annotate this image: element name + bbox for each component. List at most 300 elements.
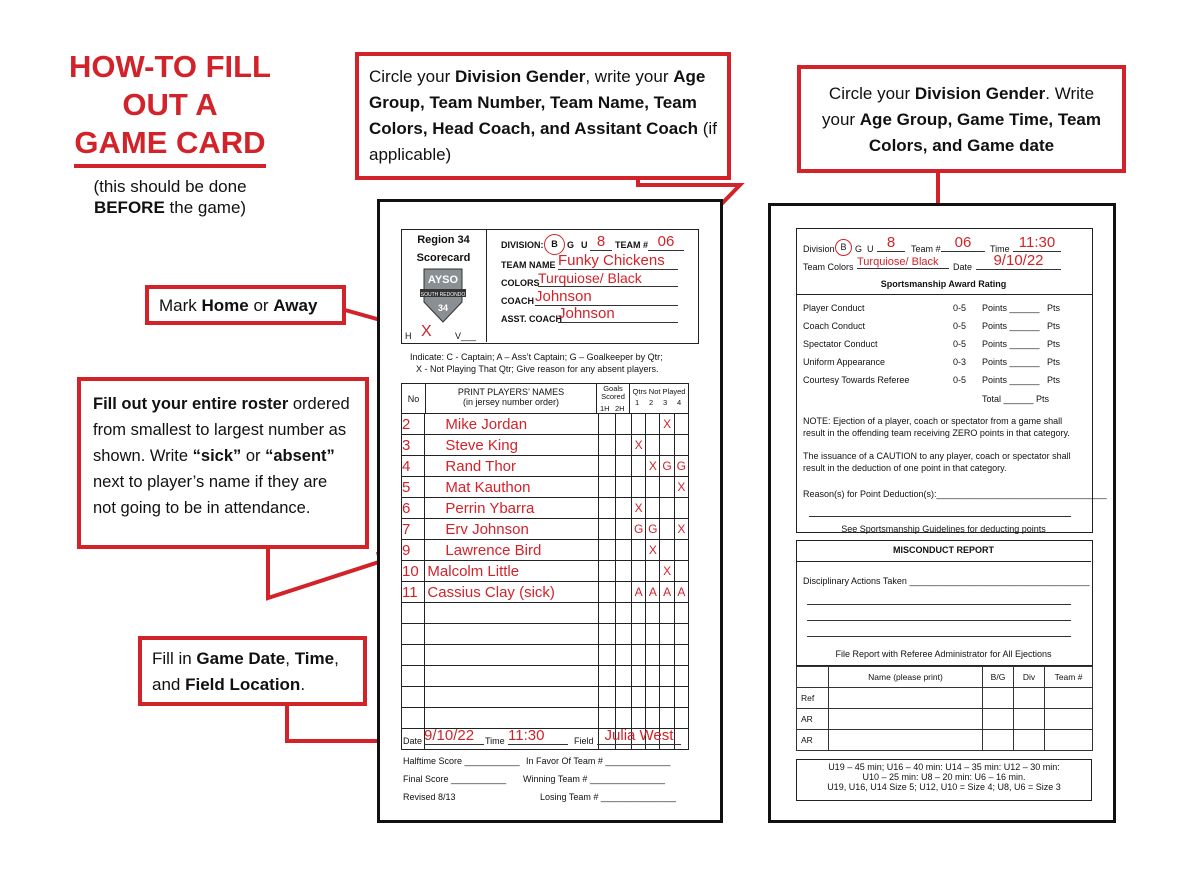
callout-bold: Away <box>273 296 318 315</box>
colors-label: COLORS <box>501 278 540 288</box>
rc-date-value[interactable]: 9/10/22 <box>976 252 1061 270</box>
division-girls[interactable]: G <box>567 240 575 250</box>
roster-player-name[interactable]: Rand Thor <box>425 456 599 477</box>
rc-team-value[interactable]: 06 <box>941 234 985 252</box>
coach-label: COACH <box>501 296 534 306</box>
arrow-date <box>287 703 388 741</box>
roster-quarter-cell[interactable] <box>660 519 674 540</box>
roster-quarter-cell[interactable]: G <box>660 456 674 477</box>
rc-rating-unit: Pts <box>1047 339 1061 349</box>
colors-value[interactable]: Turquiose/ Black <box>538 270 678 287</box>
roster-quarter-cell[interactable] <box>674 414 688 435</box>
roster-player-name[interactable]: Steve King <box>425 435 599 456</box>
roster-goals-cell[interactable] <box>615 519 631 540</box>
rc-note-line-1: NOTE: Ejection of a player, coach or spectator from a game shall <box>803 416 1063 426</box>
roster-quarter-cell[interactable] <box>646 645 660 666</box>
roster-row <box>402 561 689 582</box>
roster-jersey-number[interactable]: 3 <box>402 435 425 456</box>
roster-player-name[interactable]: Erv Johnson <box>425 519 599 540</box>
roster-goals-cell[interactable] <box>615 477 631 498</box>
rc-referee-head-row <box>797 667 1093 688</box>
roster-table <box>401 413 689 750</box>
roster-goals-cell[interactable] <box>599 477 615 498</box>
rc-referee-team-cell[interactable] <box>1045 709 1093 730</box>
callout-text: or <box>248 296 274 315</box>
roster-quarter-cell[interactable] <box>632 603 646 624</box>
rc-rating-points[interactable]: Points ______ <box>982 339 1040 349</box>
rc-team-label: Team # <box>911 244 941 254</box>
col-q4: 4 <box>677 398 682 407</box>
roster-quarter-cell[interactable] <box>660 708 674 729</box>
rc-rating-range: 0-5 <box>953 303 967 313</box>
roster-quarter-cell[interactable] <box>660 603 674 624</box>
roster-quarter-cell[interactable] <box>660 498 674 519</box>
roster-jersey-number[interactable]: 11 <box>402 582 425 603</box>
rc-referee-role: AR <box>797 709 829 730</box>
rc-caution-line-2: result in the deduction of one point in that category. <box>803 463 1007 473</box>
col-goals-label: Goals Scored <box>601 384 625 401</box>
final-score: Final Score ___________ <box>403 774 507 784</box>
age-group-value[interactable]: 8 <box>590 233 612 251</box>
rc-rating-row <box>803 321 1083 339</box>
rc-rating-row <box>803 375 1083 393</box>
roster-jersey-number[interactable]: 10 <box>402 561 425 582</box>
roster-quarter-cell[interactable] <box>646 414 660 435</box>
callout-roster <box>77 377 369 549</box>
rc-guidelines: See Sportsmanship Guidelines for deducting points <box>841 524 1046 534</box>
team-name-label: TEAM NAME <box>501 260 556 270</box>
roster-quarter-cell[interactable] <box>674 624 688 645</box>
rc-total: Total ______ Pts <box>982 394 1050 404</box>
roster-goals-cell[interactable] <box>599 603 615 624</box>
roster-goals-cell[interactable] <box>599 645 615 666</box>
coach-value[interactable]: Johnson <box>535 288 678 306</box>
rc-rating-row <box>803 357 1083 375</box>
roster-quarter-cell[interactable] <box>660 666 674 687</box>
roster-quarter-cell[interactable]: X <box>660 561 674 582</box>
rc-referee-name-cell[interactable] <box>829 709 983 730</box>
callout-text: , <box>285 649 295 668</box>
rc-referee-row <box>797 709 1093 730</box>
team-number-label: TEAM # <box>615 240 649 250</box>
home-label: H <box>405 331 412 341</box>
rc-ratings-list <box>803 303 1083 393</box>
roster-goals-cell[interactable] <box>599 666 615 687</box>
roster-quarter-cell[interactable]: X <box>674 477 688 498</box>
callout-text: next to player’s name if they are not going to be in attendance. <box>93 473 328 517</box>
roster-jersey-number[interactable] <box>402 708 425 729</box>
logo-text: AYSO <box>427 274 459 286</box>
callout-bold: Division Gender <box>454 67 586 86</box>
roster-row <box>402 540 689 561</box>
rc-reasons-line <box>809 516 1071 517</box>
rc-times-line-2: U10 – 25 min: U8 – 20 min: U6 – 16 min. <box>862 772 1026 782</box>
roster-jersey-number[interactable]: 6 <box>402 498 425 519</box>
roster-goals-cell[interactable] <box>615 414 631 435</box>
rc-colors-value[interactable]: Turquiose/ Black <box>857 256 949 269</box>
roster-quarter-cell[interactable] <box>646 603 660 624</box>
roster-goals-cell[interactable] <box>599 561 615 582</box>
rc-rating-range: 0-5 <box>953 375 967 385</box>
rc-disciplinary-line-1 <box>807 604 1071 605</box>
asst-coach-value[interactable]: Johnson <box>558 305 678 323</box>
roster-quarter-cell[interactable]: A <box>660 582 674 603</box>
col-names-line-2: (in jersey number order) <box>462 397 560 407</box>
roster-quarter-cell[interactable]: A <box>646 582 660 603</box>
callout-bold: Home <box>201 296 249 315</box>
roster-quarter-cell[interactable] <box>674 435 688 456</box>
halftime-score: Halftime Score ___________ <box>403 756 520 766</box>
rc-caution-line-1: The issuance of a CAUTION to any player, coach or spectator shall <box>803 451 1071 461</box>
roster-goals-cell[interactable] <box>615 498 631 519</box>
roster-quarter-cell[interactable]: G <box>674 456 688 477</box>
roster-quarter-cell[interactable] <box>660 624 674 645</box>
title-line-2: OUT A <box>122 87 218 122</box>
roster-quarter-cell[interactable] <box>632 708 646 729</box>
col-1h: 1H <box>600 404 610 413</box>
indicate-line-1: Indicate: C - Captain; A – Ass’t Captain; G – Goalkeeper by Qtr; <box>410 352 663 362</box>
roster-row <box>402 477 689 498</box>
roster-quarter-cell[interactable] <box>660 477 674 498</box>
logo-number: 34 <box>437 303 449 313</box>
rc-ref-head-div: Div <box>1014 667 1045 688</box>
region-label: Region 34 <box>417 234 470 246</box>
roster-goals-cell[interactable] <box>599 498 615 519</box>
roster-quarter-cell[interactable] <box>632 645 646 666</box>
roster-goals-cell[interactable] <box>599 435 615 456</box>
time-value[interactable]: 11:30 <box>508 727 568 745</box>
roster-quarter-cell[interactable] <box>646 435 660 456</box>
rc-misconduct-divider <box>796 561 1091 562</box>
roster-quarter-cell[interactable]: G <box>646 519 660 540</box>
rc-referee-row <box>797 730 1093 751</box>
roster-player-name[interactable] <box>425 666 599 687</box>
roster-quarter-cell[interactable]: X <box>674 519 688 540</box>
rc-rating-label: Coach Conduct <box>803 321 866 331</box>
callout-text: Fill in <box>152 649 197 668</box>
rc-reasons: Reason(s) for Point Deduction(s):__________________________________ <box>803 489 1107 499</box>
rc-ref-head-team: Team # <box>1045 667 1093 688</box>
rc-age-group-value[interactable]: 8 <box>877 234 905 252</box>
rc-times-line-3: U19, U16, U14 Size 5; U12, U10 = Size 4; U8, U6 = Size 3 <box>827 782 1061 792</box>
roster-row <box>402 645 689 666</box>
subtitle-bold: BEFORE <box>93 198 165 217</box>
logo-band-text: SOUTH REDONDO <box>420 292 466 298</box>
callout-text: Circle your <box>369 67 455 86</box>
team-name-value[interactable]: Funky Chickens <box>558 252 678 270</box>
roster-quarter-cell[interactable] <box>632 456 646 477</box>
callout-text: . <box>300 675 306 694</box>
rc-u-label: U <box>867 244 874 254</box>
rc-rating-points[interactable]: Points ______ <box>982 303 1040 313</box>
rc-ref-head-name: Name (please print) <box>829 667 983 688</box>
title-line-1: HOW-TO FILL <box>69 49 271 84</box>
roster-quarter-cell[interactable] <box>646 666 660 687</box>
rc-rating-unit: Pts <box>1047 321 1061 331</box>
roster-goals-cell[interactable] <box>615 603 631 624</box>
rc-rating-range: 0-5 <box>953 339 967 349</box>
roster-player-name[interactable] <box>425 708 599 729</box>
rc-referee-team-cell[interactable] <box>1045 688 1093 709</box>
rc-rating-title: Sportsmanship Award Rating <box>880 279 1007 289</box>
roster-goals-cell[interactable] <box>615 561 631 582</box>
roster-goals-cell[interactable] <box>615 645 631 666</box>
roster-quarter-cell[interactable] <box>632 687 646 708</box>
roster-quarter-cell[interactable] <box>674 708 688 729</box>
callout-bold: “sick” <box>192 447 242 465</box>
division-label: DIVISION: <box>501 240 544 250</box>
field-label: Field <box>574 736 594 746</box>
roster-quarter-cell[interactable] <box>646 477 660 498</box>
rc-rating-label: Player Conduct <box>803 303 865 313</box>
roster-quarter-cell[interactable] <box>674 561 688 582</box>
losing-team: Losing Team # _______________ <box>540 792 676 802</box>
roster-quarter-cell[interactable]: X <box>646 456 660 477</box>
callout-text: ordered from smallest to largest number as shown. Write <box>93 395 350 465</box>
rc-date-label: Date <box>953 262 973 272</box>
date-value[interactable]: 9/10/22 <box>424 727 484 745</box>
callout-bold: Age Group, Game Time, Team Colors, and Game date <box>859 110 1101 155</box>
roster-quarter-cell[interactable] <box>660 540 674 561</box>
roster-jersey-number[interactable] <box>402 666 425 687</box>
roster-jersey-number[interactable] <box>402 603 425 624</box>
home-mark[interactable]: X <box>421 323 432 340</box>
rc-referee-table <box>796 666 1093 751</box>
roster-quarter-cell[interactable] <box>660 435 674 456</box>
rc-disciplinary: Disciplinary Actions Taken ____________________________________ <box>803 576 1090 586</box>
roster-row <box>402 498 689 519</box>
roster-jersey-number[interactable]: 7 <box>402 519 425 540</box>
roster-quarter-cell[interactable] <box>660 645 674 666</box>
roster-player-name[interactable] <box>425 624 599 645</box>
callout-bold: Game Date <box>196 649 286 668</box>
roster-quarter-cell[interactable] <box>632 414 646 435</box>
callout-bold: Age Group, Team Number, Team Name, Team Colors, Head Coach, and Assitant Coach <box>369 67 706 138</box>
rc-note-line-2: result in the offending team receiving ZERO points in that category. <box>803 428 1070 438</box>
rc-referee-bg-cell[interactable] <box>983 709 1014 730</box>
rc-times-line-1: U19 – 45 min; U16 – 40 min: U14 – 35 min: U12 – 30 min: <box>828 762 1060 772</box>
rc-referee-div-cell[interactable] <box>1014 730 1045 751</box>
rc-referee-div-cell[interactable] <box>1014 688 1045 709</box>
roster-goals-cell[interactable] <box>615 540 631 561</box>
roster-row <box>402 435 689 456</box>
left-scorecard <box>377 199 723 823</box>
callout-right-card-info <box>797 65 1126 173</box>
roster-row <box>402 414 689 435</box>
roster-row <box>402 456 689 477</box>
col-2h: 2H <box>615 404 625 413</box>
roster-quarter-cell[interactable] <box>674 687 688 708</box>
field-value[interactable]: Julia West <box>597 727 681 745</box>
roster-goals-cell[interactable] <box>615 456 631 477</box>
date-label: Date <box>403 736 423 746</box>
roster-quarter-cell[interactable] <box>646 498 660 519</box>
rc-division-boys-circled[interactable]: B <box>835 239 852 256</box>
rc-rating-unit: Pts <box>1047 357 1061 367</box>
roster-quarter-cell[interactable] <box>674 540 688 561</box>
roster-jersey-number[interactable]: 4 <box>402 456 425 477</box>
roster-quarter-cell[interactable] <box>646 687 660 708</box>
roster-row <box>402 624 689 645</box>
arrow-roster <box>268 547 385 598</box>
indicate-line-2: X - Not Playing That Qtr; Give reason for any absent players. <box>416 364 659 374</box>
rc-rating-row <box>803 303 1083 321</box>
roster-goals-cell[interactable] <box>599 687 615 708</box>
roster-goals-cell[interactable] <box>599 582 615 603</box>
roster-row <box>402 708 689 729</box>
rc-colors-label: Team Colors <box>803 262 854 272</box>
roster-row <box>402 582 689 603</box>
roster-quarter-cell[interactable]: X <box>646 540 660 561</box>
rc-times-box <box>796 759 1092 801</box>
rc-ref-head-bg: B/G <box>983 667 1014 688</box>
roster-quarter-cell[interactable]: X <box>632 498 646 519</box>
roster-row <box>402 519 689 540</box>
roster-jersey-number[interactable] <box>402 624 425 645</box>
roster-player-name[interactable] <box>425 603 599 624</box>
col-q2: 2 <box>649 398 654 407</box>
roster-player-name[interactable]: Cassius Clay (sick) <box>425 582 599 603</box>
winning-team: Winning Team # _______________ <box>523 774 665 784</box>
roster-goals-cell[interactable] <box>615 708 631 729</box>
rc-rating-label: Uniform Appearance <box>803 357 886 367</box>
roster-quarter-cell[interactable]: A <box>674 582 688 603</box>
subtitle-post: the game) <box>169 198 247 217</box>
rc-referee-name-cell[interactable] <box>829 730 983 751</box>
rc-referee-name-cell[interactable] <box>829 688 983 709</box>
rc-referee-team-cell[interactable] <box>1045 730 1093 751</box>
asst-coach-label: ASST. COACH <box>501 314 563 324</box>
roster-goals-cell[interactable] <box>599 624 615 645</box>
roster-player-name[interactable]: Lawrence Bird <box>425 540 599 561</box>
callout-bold: Division Gender <box>914 84 1046 103</box>
rc-rating-range: 0-5 <box>953 321 967 331</box>
roster-goals-cell[interactable] <box>615 687 631 708</box>
roster-row <box>402 666 689 687</box>
roster-quarter-cell[interactable] <box>646 708 660 729</box>
roster-quarter-cell[interactable] <box>674 666 688 687</box>
roster-jersey-number[interactable]: 5 <box>402 477 425 498</box>
roster-quarter-cell[interactable] <box>632 624 646 645</box>
col-q3: 3 <box>663 398 668 407</box>
roster-quarter-cell[interactable] <box>674 498 688 519</box>
rc-division-girls[interactable]: G <box>855 244 863 254</box>
rc-rating-points[interactable]: Points ______ <box>982 321 1040 331</box>
rc-time-label: Time <box>990 244 1010 254</box>
callout-text: Mark <box>159 296 202 315</box>
rc-referee-bg-cell[interactable] <box>983 730 1014 751</box>
roster-goals-cell[interactable] <box>615 435 631 456</box>
revised-label: Revised 8/13 <box>403 792 456 802</box>
callout-home-away <box>145 285 346 325</box>
roster-quarter-cell[interactable] <box>674 603 688 624</box>
division-boys-circled[interactable]: B <box>544 234 565 255</box>
roster-quarter-cell[interactable] <box>660 687 674 708</box>
roster-player-name[interactable] <box>425 687 599 708</box>
callout-text: . Write your <box>821 84 1095 129</box>
time-label: Time <box>485 736 505 746</box>
roster-goals-cell[interactable] <box>599 456 615 477</box>
callout-division-info <box>355 52 731 180</box>
roster-quarter-cell[interactable] <box>646 624 660 645</box>
col-no: No <box>402 384 426 414</box>
title-line-3: GAME CARD <box>74 124 265 168</box>
callout-text: , and <box>152 649 339 694</box>
callout-text: (if applicable) <box>369 119 717 164</box>
roster-goals-cell[interactable] <box>599 540 615 561</box>
col-names-line-1: PRINT PLAYERS’ NAMES <box>457 387 565 397</box>
roster-goals-cell[interactable] <box>615 666 631 687</box>
roster-quarter-cell[interactable]: X <box>660 414 674 435</box>
rc-rating-label: Spectator Conduct <box>803 339 878 349</box>
subtitle-pre: (this should be done <box>93 177 247 196</box>
roster-quarter-cell[interactable]: G <box>632 519 646 540</box>
rc-rating-unit: Pts <box>1047 375 1061 385</box>
roster-jersey-number[interactable] <box>402 687 425 708</box>
rc-division-label: Division <box>803 244 835 254</box>
roster-player-name[interactable]: Mat Kauthon <box>425 477 599 498</box>
roster-goals-cell[interactable] <box>615 582 631 603</box>
roster-quarter-cell[interactable] <box>674 645 688 666</box>
roster-player-name[interactable]: Malcolm Little <box>425 561 599 582</box>
visitor-label: V___ <box>455 331 477 341</box>
roster-quarter-cell[interactable] <box>632 540 646 561</box>
scorecard-label: Scorecard <box>416 252 471 264</box>
callout-text: or <box>241 447 266 465</box>
roster-goals-cell[interactable] <box>615 624 631 645</box>
roster-goals-cell[interactable] <box>599 519 615 540</box>
rc-rating-points[interactable]: Points ______ <box>982 375 1040 385</box>
rc-rating-range: 0-3 <box>953 357 967 367</box>
right-scorecard <box>768 203 1116 823</box>
roster-quarter-cell[interactable] <box>646 561 660 582</box>
callout-bold: “absent” <box>265 447 335 465</box>
u-label: U <box>581 240 588 250</box>
team-number-value[interactable]: 06 <box>648 233 684 251</box>
rc-disciplinary-line-2 <box>807 620 1071 621</box>
roster-jersey-number[interactable]: 2 <box>402 414 425 435</box>
rc-misconduct-title: MISCONDUCT REPORT <box>893 545 994 555</box>
roster-quarter-cell[interactable]: A <box>632 582 646 603</box>
roster-goals-cell[interactable] <box>599 708 615 729</box>
roster-quarter-cell[interactable] <box>632 666 646 687</box>
callout-text: , write your <box>585 67 674 86</box>
roster-row <box>402 687 689 708</box>
rc-rating-points[interactable]: Points ______ <box>982 357 1040 367</box>
rc-rating-label: Courtesy Towards Referee <box>803 375 910 385</box>
rc-referee-bg-cell[interactable] <box>983 688 1014 709</box>
rc-ref-head-blank <box>797 667 829 688</box>
roster-quarter-cell[interactable]: X <box>632 435 646 456</box>
roster-quarter-cell[interactable] <box>632 561 646 582</box>
roster-jersey-number[interactable]: 9 <box>402 540 425 561</box>
roster-jersey-number[interactable] <box>402 645 425 666</box>
roster-goals-cell[interactable] <box>599 414 615 435</box>
rc-time-value[interactable]: 11:30 <box>1013 234 1061 252</box>
col-qtrs <box>630 384 688 414</box>
rc-rating-row <box>803 339 1083 357</box>
rc-misconduct-box <box>796 540 1093 666</box>
callout-game-date <box>138 636 367 706</box>
rc-referee-row <box>797 688 1093 709</box>
roster-player-name[interactable] <box>425 645 599 666</box>
roster-quarter-cell[interactable] <box>632 477 646 498</box>
col-q1: 1 <box>635 398 640 407</box>
rc-referee-div-cell[interactable] <box>1014 709 1045 730</box>
rc-disciplinary-line-3 <box>807 636 1071 637</box>
roster-player-name[interactable]: Mike Jordan <box>425 414 599 435</box>
roster-player-name[interactable]: Perrin Ybarra <box>425 498 599 519</box>
